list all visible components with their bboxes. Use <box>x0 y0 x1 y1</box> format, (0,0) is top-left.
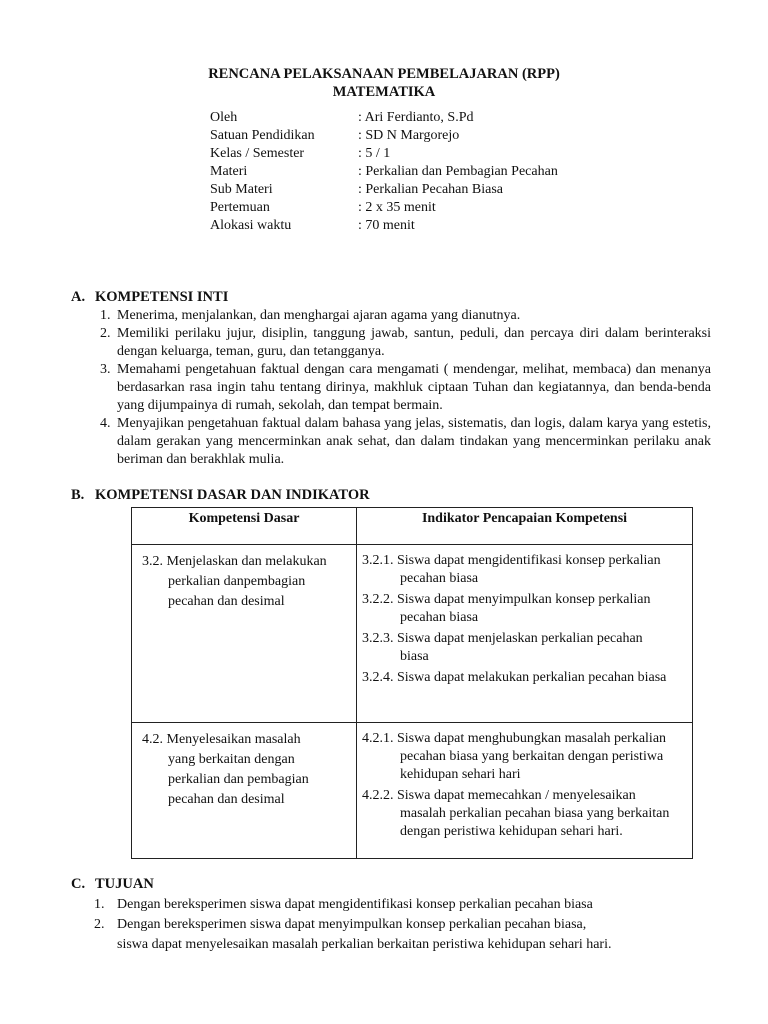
section-letter: A. <box>71 289 86 305</box>
meta-value: : Ari Ferdianto, S.Pd <box>358 110 474 125</box>
document-title: RENCANA PELAKSANAAN PEMBELAJARAN (RPP) <box>208 66 560 82</box>
document-subject: MATEMATIKA <box>332 84 436 100</box>
kd-text: Menyelesaikan masalah <box>166 732 301 747</box>
table-row <box>132 545 693 723</box>
meta-row-materi <box>210 163 558 181</box>
kd-text: yang berkaitan dengan <box>168 752 295 767</box>
meta-value: : Perkalian dan Pembagian Pecahan <box>358 164 558 179</box>
indicator-text: masalah perkalian pecahan biasa yang berkaitan dengan peristiwa kehidupan sehari hari. <box>400 806 670 839</box>
indicator-item <box>362 669 688 687</box>
indicator-text: 3.2.3. Siswa dapat menjelaskan perkalian pecahan <box>362 631 643 646</box>
meta-value: : 70 menit <box>358 218 415 233</box>
meta-value: : 2 x 35 menit <box>358 200 436 215</box>
meta-label: Sub Materi <box>210 182 273 197</box>
list-item <box>100 307 711 325</box>
kd-text: perkalian danpembagian <box>168 574 306 589</box>
indicator-item <box>362 591 688 627</box>
indicator-text: 3.2.4. Siswa dapat melakukan perkalian pecahan biasa <box>362 670 667 685</box>
item-number: 4. <box>100 416 111 431</box>
column-header-indikator: Indikator Pencapaian Kompetensi <box>357 508 693 545</box>
column-header-kompetensi-dasar: Kompetensi Dasar <box>132 508 357 545</box>
kd-code: 4.2. <box>142 732 163 747</box>
meta-label: Kelas / Semester <box>210 146 305 161</box>
item-number: 2. <box>94 917 105 932</box>
meta-label: Oleh <box>210 110 238 125</box>
meta-row-alokasi-waktu <box>210 217 558 235</box>
list-item <box>100 361 711 415</box>
item-number: 2. <box>100 326 111 341</box>
item-text: Dengan bereksperimen siswa dapat menyimpulkan konsep perkalian pecahan biasa, <box>117 917 587 932</box>
kd-text: pecahan dan desimal <box>168 792 285 807</box>
indicator-text: pecahan biasa <box>400 571 479 586</box>
item-text: Memiliki perilaku jujur, disiplin, tanggung jawab, santun, peduli, dan percaya diri dalam berinteraksi dengan keluarga, teman, guru, dan tetangganya. <box>117 326 711 359</box>
indicator-item <box>362 552 688 588</box>
indicator-text: pecahan biasa yang berkaitan dengan peristiwa kehidupan sehari hari <box>400 749 664 782</box>
item-text: siswa dapat menyelesaikan masalah perkalian berkaitan peristiwa kehidupan sehari hari. <box>117 937 612 952</box>
meta-row-oleh <box>210 109 558 127</box>
item-number: 1. <box>94 897 105 912</box>
meta-label: Pertemuan <box>210 200 270 215</box>
meta-row-kelas-semester <box>210 145 558 163</box>
kd-text: pecahan dan desimal <box>168 594 285 609</box>
indicator-item <box>362 730 688 784</box>
list-item <box>100 415 711 469</box>
kd-text: Menjelaskan dan melakukan <box>166 554 327 569</box>
section-title: KOMPETENSI INTI <box>95 289 229 305</box>
list-item <box>94 895 611 915</box>
item-text: Menyajikan pengetahuan faktual dalam bahasa yang jelas, sistematis, dan logis, dalam karya yang estetis, dalam gerakan yang mencerminkan anak sehat, dan dalam tindakan yang mencerminkan perilaku anak beriman dan berakhlak mulia. <box>117 416 711 467</box>
kd-line <box>142 552 350 572</box>
meta-value: : SD N Margorejo <box>358 128 460 143</box>
tujuan-list <box>94 895 611 955</box>
meta-value: : 5 / 1 <box>358 146 391 161</box>
meta-row-satuan-pendidikan <box>210 127 558 145</box>
section-title: TUJUAN <box>95 876 154 892</box>
kd-code: 3.2. <box>142 554 163 569</box>
meta-value: : Perkalian Pecahan Biasa <box>358 182 504 197</box>
indicator-text: 4.2.1. Siswa dapat menghubungkan masalah perkalian <box>362 731 667 746</box>
kompetensi-dasar-cell <box>132 723 357 859</box>
table-header-row <box>132 508 693 545</box>
indikator-cell <box>357 545 693 723</box>
indicator-text: 3.2.2. Siswa dapat menyimpulkan konsep perkalian <box>362 592 651 607</box>
item-text: Memahami pengetahuan faktual dengan cara mengamati ( mendengar, melihat, membaca) dan menanya berdasarkan rasa ingin tahu tentang dirinya, makhluk ciptaan Tuhan dan kegiatannya, dan benda-benda yang dijumpainya di rumah, sekolah, dan tempat bermain. <box>117 362 711 413</box>
indicator-text: biasa <box>400 649 429 664</box>
indicator-text: 4.2.2. Siswa dapat memecahkan / menyelesaikan <box>362 788 636 803</box>
section-letter: B. <box>71 487 85 503</box>
section-a-heading <box>71 289 228 306</box>
kd-line <box>142 730 350 750</box>
identity-block <box>210 109 558 235</box>
meta-row-pertemuan <box>210 199 558 217</box>
kompetensi-dasar-cell <box>132 545 357 723</box>
item-number: 1. <box>100 308 111 323</box>
section-title: KOMPETENSI DASAR DAN INDIKATOR <box>95 487 370 503</box>
meta-label: Alokasi waktu <box>210 218 292 233</box>
indicator-text: 3.2.1. Siswa dapat mengidentifikasi konsep perkalian <box>362 553 661 568</box>
meta-row-sub-materi <box>210 181 558 199</box>
table-row <box>132 723 693 859</box>
list-item <box>94 915 611 955</box>
item-number: 3. <box>100 362 111 377</box>
kompetensi-table <box>131 507 693 859</box>
item-text: Menerima, menjalankan, dan menghargai ajaran agama yang dianutnya. <box>117 308 521 323</box>
meta-label: Satuan Pendidikan <box>210 128 315 143</box>
indicator-item <box>362 630 688 666</box>
indikator-cell <box>357 723 693 859</box>
indicator-text: pecahan biasa <box>400 610 479 625</box>
section-b-heading <box>71 487 370 504</box>
kompetensi-inti-list <box>100 307 711 469</box>
list-item <box>100 325 711 361</box>
kd-text: perkalian dan pembagian <box>168 772 309 787</box>
meta-label: Materi <box>210 164 248 179</box>
indicator-item <box>362 787 688 841</box>
section-letter: C. <box>71 876 86 892</box>
item-text: Dengan bereksperimen siswa dapat mengidentifikasi konsep perkalian pecahan biasa <box>117 897 593 912</box>
section-c-heading <box>71 876 154 893</box>
